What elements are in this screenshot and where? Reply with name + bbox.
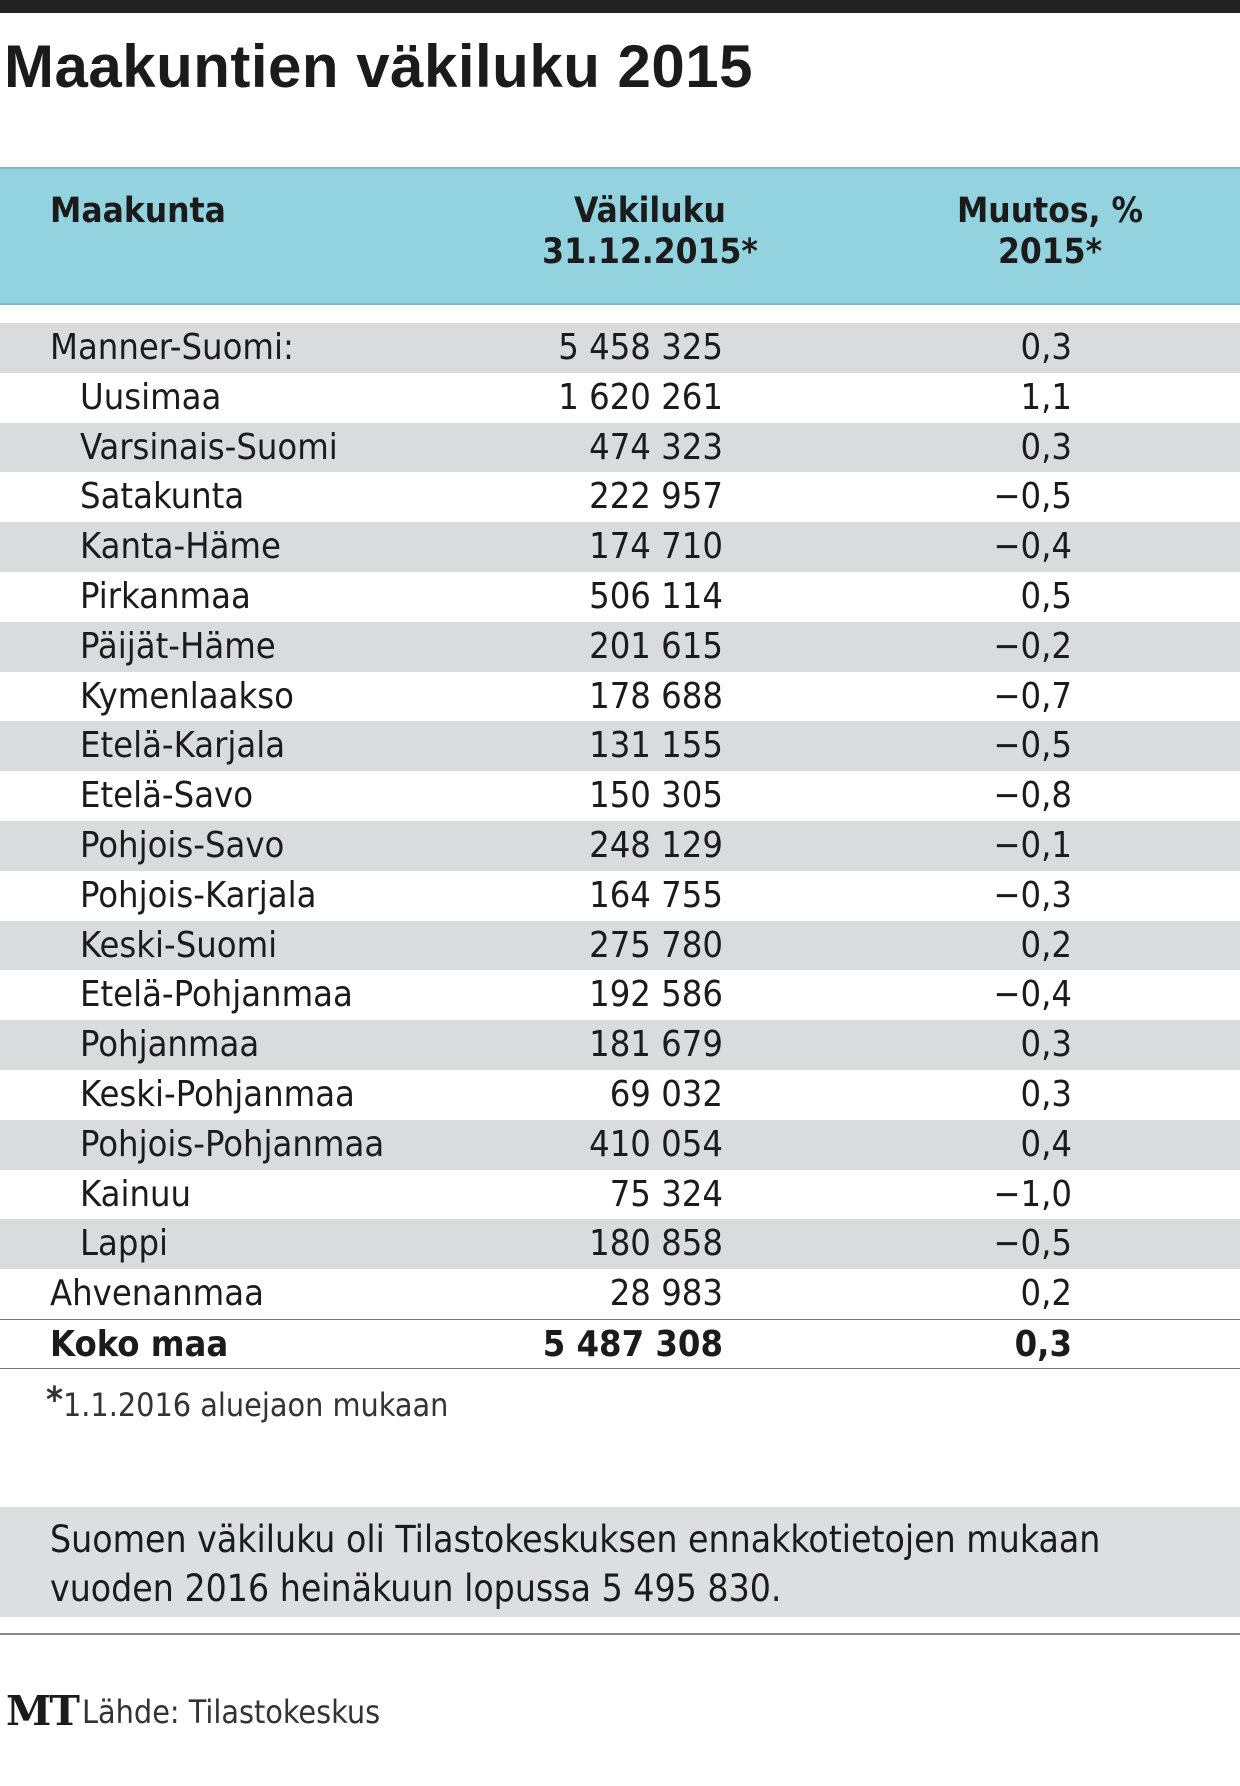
population-cell: 506 114 xyxy=(589,575,723,617)
change-cell: −0,3 xyxy=(993,874,1072,916)
total-change-cell: 0,3 xyxy=(1014,1323,1072,1365)
change-cell: 0,2 xyxy=(1020,924,1072,966)
table-row xyxy=(0,373,1240,423)
region-cell: Etelä-Pohjanmaa xyxy=(80,974,353,1016)
table-header xyxy=(0,167,1240,305)
change-cell: 0,2 xyxy=(1020,1273,1072,1315)
region-cell: Lappi xyxy=(80,1223,169,1265)
region-cell: Kainuu xyxy=(80,1173,192,1215)
change-cell: −0,2 xyxy=(993,625,1072,667)
population-cell: 178 688 xyxy=(589,675,723,717)
table-row xyxy=(0,921,1240,971)
region-cell: Etelä-Savo xyxy=(80,775,254,817)
info-box xyxy=(0,1507,1240,1617)
population-cell: 410 054 xyxy=(589,1123,723,1165)
change-cell: −0,5 xyxy=(993,725,1072,767)
change-cell: 0,5 xyxy=(1020,575,1072,617)
population-cell: 248 129 xyxy=(589,824,723,866)
footnote xyxy=(46,1380,449,1427)
region-cell: Pohjois-Karjala xyxy=(80,874,317,916)
change-cell: 0,3 xyxy=(1020,1073,1072,1115)
region-cell: Varsinais-Suomi xyxy=(80,426,338,468)
change-cell: 0,3 xyxy=(1020,1024,1072,1066)
population-cell: 75 324 xyxy=(609,1173,723,1215)
top-rule xyxy=(0,0,1240,13)
region-cell: Pohjanmaa xyxy=(80,1024,260,1066)
table-row xyxy=(0,522,1240,572)
table-row xyxy=(0,970,1240,1020)
info-line: vuoden 2016 heinäkuun lopussa 5 495 830. xyxy=(50,1567,782,1610)
population-cell: 174 710 xyxy=(589,526,723,568)
change-cell: −0,4 xyxy=(993,974,1072,1016)
footnote-text: 1.1.2016 aluejaon mukaan xyxy=(62,1386,449,1424)
table-row xyxy=(0,572,1240,622)
population-cell: 1 620 261 xyxy=(558,376,723,418)
region-cell: Ahvenanmaa xyxy=(50,1273,264,1315)
total-region-cell: Koko maa xyxy=(50,1323,229,1365)
chart-title: Maakuntien väkiluku 2015 xyxy=(4,33,753,100)
table-row xyxy=(0,1020,1240,1070)
region-cell: Pohjois-Pohjanmaa xyxy=(80,1123,385,1165)
source-text: Lähde: Tilastokeskus xyxy=(82,1693,381,1731)
column-header-population-line: Väkiluku xyxy=(574,191,726,231)
region-cell: Kanta-Häme xyxy=(80,526,281,568)
column-header-region xyxy=(50,191,226,232)
change-cell: 0,3 xyxy=(1020,327,1072,368)
total-row xyxy=(0,1319,1240,1369)
change-cell: −0,7 xyxy=(993,675,1072,717)
column-header-change-line: Muutos, % xyxy=(956,191,1144,231)
footnote-mark: * xyxy=(46,1380,63,1421)
population-cell: 201 615 xyxy=(589,625,723,667)
table-row xyxy=(0,1219,1240,1269)
column-header-population-line: 31.12.2015* xyxy=(542,232,758,272)
bottom-rule xyxy=(0,1633,1240,1635)
change-cell: 0,3 xyxy=(1020,426,1072,468)
table-row xyxy=(0,1070,1240,1120)
mt-logo: MT xyxy=(6,1687,78,1735)
change-cell: −0,1 xyxy=(993,824,1072,866)
population-cell: 222 957 xyxy=(589,476,723,518)
change-cell: −0,5 xyxy=(993,476,1072,518)
region-cell: Manner-Suomi: xyxy=(50,327,294,368)
population-cell: 164 755 xyxy=(589,874,723,916)
table-row xyxy=(0,472,1240,522)
table-body xyxy=(0,323,1240,1369)
region-cell: Keski-Pohjanmaa xyxy=(80,1073,355,1115)
table-row xyxy=(0,423,1240,473)
population-cell: 192 586 xyxy=(589,974,723,1016)
table-row xyxy=(0,871,1240,921)
total-population-cell: 5 487 308 xyxy=(542,1323,723,1365)
table-row xyxy=(0,1269,1240,1319)
population-cell: 69 032 xyxy=(609,1073,723,1115)
column-header-change-line: 2015* xyxy=(997,232,1103,272)
region-cell: Etelä-Karjala xyxy=(80,725,286,767)
region-cell: Keski-Suomi xyxy=(80,924,278,966)
table-row xyxy=(0,1120,1240,1170)
table-row xyxy=(0,672,1240,722)
table-row xyxy=(0,323,1240,373)
population-cell: 150 305 xyxy=(589,775,723,817)
region-cell: Uusimaa xyxy=(80,376,222,418)
column-header-region-line: Maakunta xyxy=(50,191,226,231)
column-header-population xyxy=(520,191,780,273)
info-line: Suomen väkiluku oli Tilastokeskuksen ennakkotietojen mukaan xyxy=(50,1518,1101,1561)
region-cell: Kymenlaakso xyxy=(80,675,294,717)
change-cell: −0,5 xyxy=(993,1223,1072,1265)
table-row xyxy=(0,721,1240,771)
table-row xyxy=(0,1170,1240,1220)
region-cell: Pirkanmaa xyxy=(80,575,251,617)
population-cell: 180 858 xyxy=(589,1223,723,1265)
table-row xyxy=(0,622,1240,672)
region-cell: Pohjois-Savo xyxy=(80,824,285,866)
table-row xyxy=(0,821,1240,871)
table-row xyxy=(0,771,1240,821)
population-cell: 5 458 325 xyxy=(558,327,723,368)
column-header-change xyxy=(920,191,1180,273)
population-cell: 275 780 xyxy=(589,924,723,966)
population-cell: 474 323 xyxy=(589,426,723,468)
change-cell: 0,4 xyxy=(1020,1123,1072,1165)
population-cell: 28 983 xyxy=(609,1273,723,1315)
region-cell: Satakunta xyxy=(80,476,245,518)
change-cell: 1,1 xyxy=(1020,376,1072,418)
region-cell: Päijät-Häme xyxy=(80,625,276,667)
population-cell: 131 155 xyxy=(589,725,723,767)
change-cell: −1,0 xyxy=(993,1173,1072,1215)
change-cell: −0,8 xyxy=(993,775,1072,817)
population-cell: 181 679 xyxy=(589,1024,723,1066)
change-cell: −0,4 xyxy=(993,526,1072,568)
